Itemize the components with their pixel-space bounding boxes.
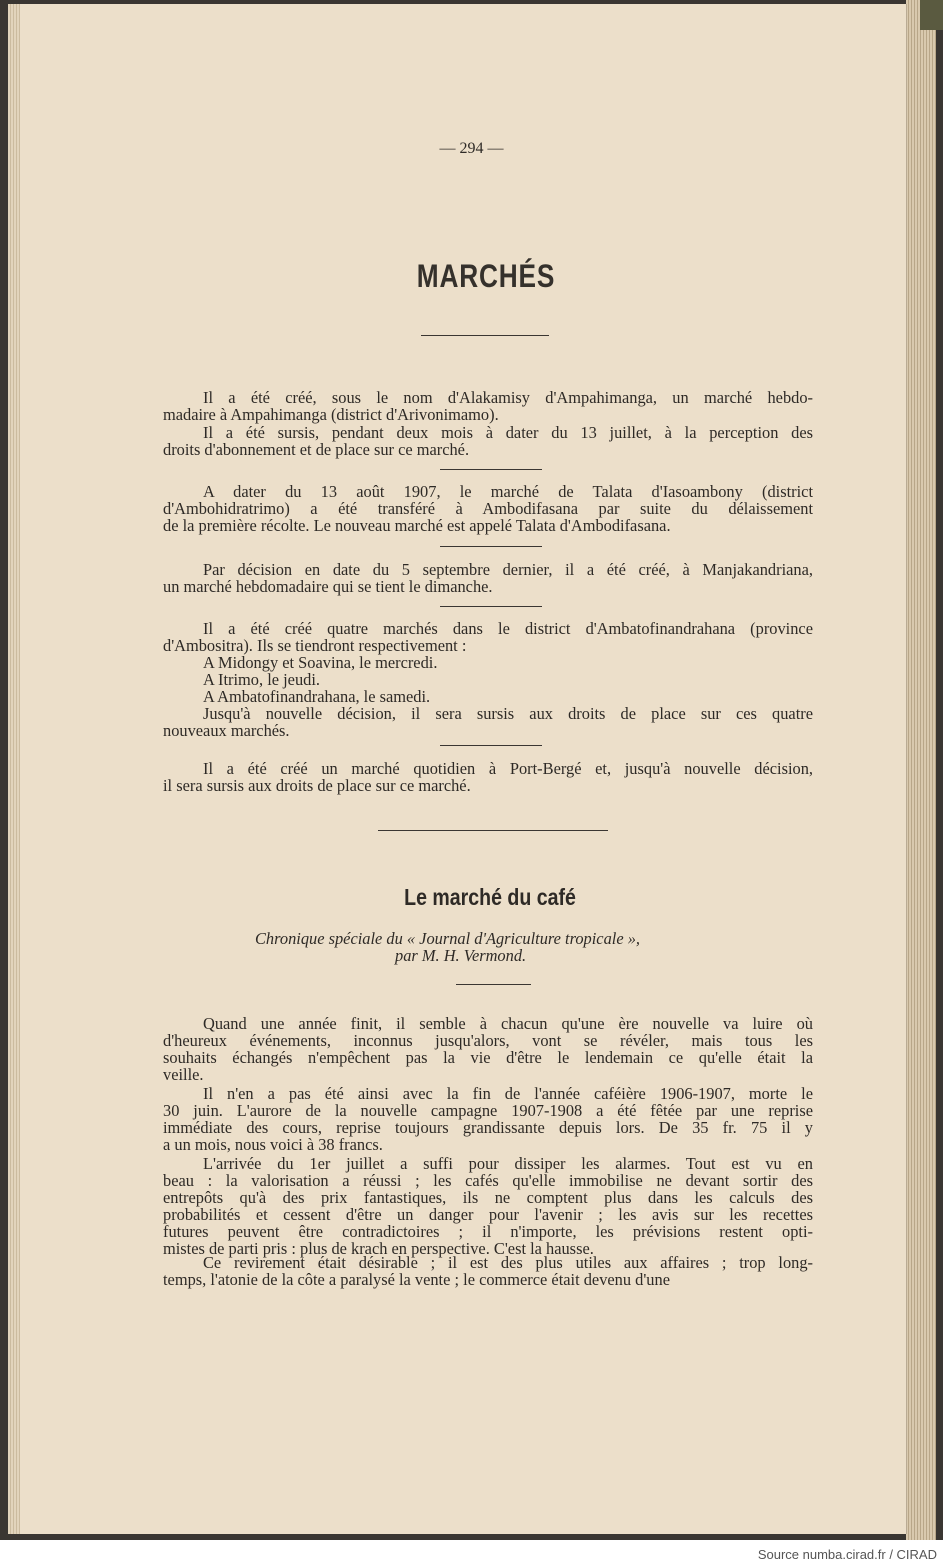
page-number: — 294 —: [439, 140, 504, 157]
text-line: madaire à Ampahimanga (district d'Arivonimamo).: [163, 405, 499, 424]
text-line: nouveaux marchés.: [163, 721, 290, 740]
text-line: Il n'en a pas été ainsi avec la fin de l'année caféière 1906-1907, morte le: [203, 1084, 813, 1103]
text-line: un marché hebdomadaire qui se tient le dimanche.: [163, 577, 493, 596]
text-line: L'arrivée du 1er juillet a suffi pour dissiper les alarmes. Tout est vu en: [203, 1154, 813, 1173]
text-line: Il a été créé un marché quotidien à Port-Bergé et, jusqu'à nouvelle décision,: [203, 759, 813, 778]
paragraph: [163, 483, 813, 534]
text-line: A Itrimo, le jeudi.: [203, 670, 320, 689]
text-line: probabilités et cessent d'être un danger pour l'avenir ; les avis sur les recettes: [163, 1205, 813, 1224]
left-page-edges: [8, 4, 20, 1534]
section-title: Le marché du café: [404, 884, 576, 910]
paragraph: [163, 688, 813, 705]
byline-line-2: par M. H. Vermond.: [395, 946, 527, 965]
divider: [456, 984, 531, 985]
text-line: Il a été créé quatre marchés dans le district d'Ambatofinandrahana (province: [203, 619, 813, 638]
text-line: Quand une année finit, il semble à chacun qu'une ère nouvelle va luire où: [203, 1014, 813, 1033]
paragraph: [163, 671, 813, 688]
text-line: il sera sursis aux droits de place sur ce marché.: [163, 776, 471, 795]
text-line: A Midongy et Soavina, le mercredi.: [203, 653, 438, 672]
text-line: droits d'abonnement et de place sur ce marché.: [163, 440, 470, 459]
page-title: MARCHÉS: [416, 258, 556, 294]
divider: [440, 606, 542, 607]
paragraph: [163, 561, 813, 595]
paragraph: [163, 389, 813, 423]
paragraph: [163, 1015, 813, 1083]
text-line: Ce revirement était désirable ; il est des plus utiles aux affaires ; trop long-: [203, 1253, 813, 1272]
paragraph: [163, 705, 813, 739]
text-line: souhaits échangés n'empêchent pas la vie d'être le lendemain ce qu'elle était la: [163, 1048, 813, 1067]
section-divider: [378, 830, 608, 831]
divider: [440, 745, 542, 746]
text-line: entrepôts qu'à des prix fantastiques, ils ne comptent plus dans les calculs des: [163, 1188, 813, 1207]
paragraph: [163, 760, 813, 794]
text-line: veille.: [163, 1065, 204, 1084]
text-line: 30 juin. L'aurore de la nouvelle campagne 1907-1908 a été fêtée par une reprise: [163, 1101, 813, 1120]
byline: [255, 930, 640, 964]
text-line: Il a été créé, sous le nom d'Alakamisy d'Ampahimanga, un marché hebdo-: [203, 388, 813, 407]
ribbon: [920, 0, 943, 30]
text-line: mistes de parti pris : plus de krach en perspective. C'est la hausse.: [163, 1239, 594, 1258]
byline-line-1: Chronique spéciale du « Journal d'Agriculture tropicale »,: [255, 929, 640, 948]
text-line: futures peuvent être contradictoires ; il n'importe, les prévisions restent opti-: [163, 1222, 813, 1241]
text-line: Il a été sursis, pendant deux mois à dater du 13 juillet, à la perception des: [203, 423, 813, 442]
page-edges: [906, 0, 936, 1540]
text-line: temps, l'atonie de la côte a paralysé la vente ; le commerce était devenu d'une: [163, 1270, 670, 1289]
paragraph: [163, 1155, 813, 1257]
text-line: A dater du 13 août 1907, le marché de Talata d'Iasoambony (district: [203, 482, 813, 501]
text-line: d'Ambohidratrimo) a été transféré à Ambodifasana par suite du délaissement: [163, 499, 813, 518]
text-line: Par décision en date du 5 septembre dernier, il a été créé, à Manjakandriana,: [203, 560, 813, 579]
paragraph: [163, 424, 813, 458]
divider: [440, 469, 542, 470]
paragraph: [163, 654, 813, 671]
paragraph: [163, 1254, 813, 1288]
paragraph: [163, 620, 813, 654]
text-line: immédiate des cours, reprise toujours grandissante depuis lors. De 35 fr. 75 il y: [163, 1118, 813, 1137]
text-line: beau : la valorisation a réussi ; les cafés qu'elle immobilise ne devant sortir des: [163, 1171, 813, 1190]
source-credit: Source numba.cirad.fr / CIRAD: [757, 1547, 937, 1562]
text-line: d'Ambositra). Ils se tiendront respectivement :: [163, 636, 467, 655]
divider: [440, 546, 542, 547]
text-line: Jusqu'à nouvelle décision, il sera sursis aux droits de place sur ces quatre: [203, 704, 813, 723]
text-line: d'heureux événements, inconnus jusqu'alors, vont se révéler, mais tous les: [163, 1031, 813, 1050]
text-line: de la première récolte. Le nouveau marché est appelé Talata d'Ambodifasana.: [163, 516, 671, 535]
divider: [421, 335, 549, 336]
paragraph: [163, 1085, 813, 1153]
text-line: A Ambatofinandrahana, le samedi.: [203, 687, 431, 706]
text-line: a un mois, nous voici à 38 francs.: [163, 1135, 383, 1154]
